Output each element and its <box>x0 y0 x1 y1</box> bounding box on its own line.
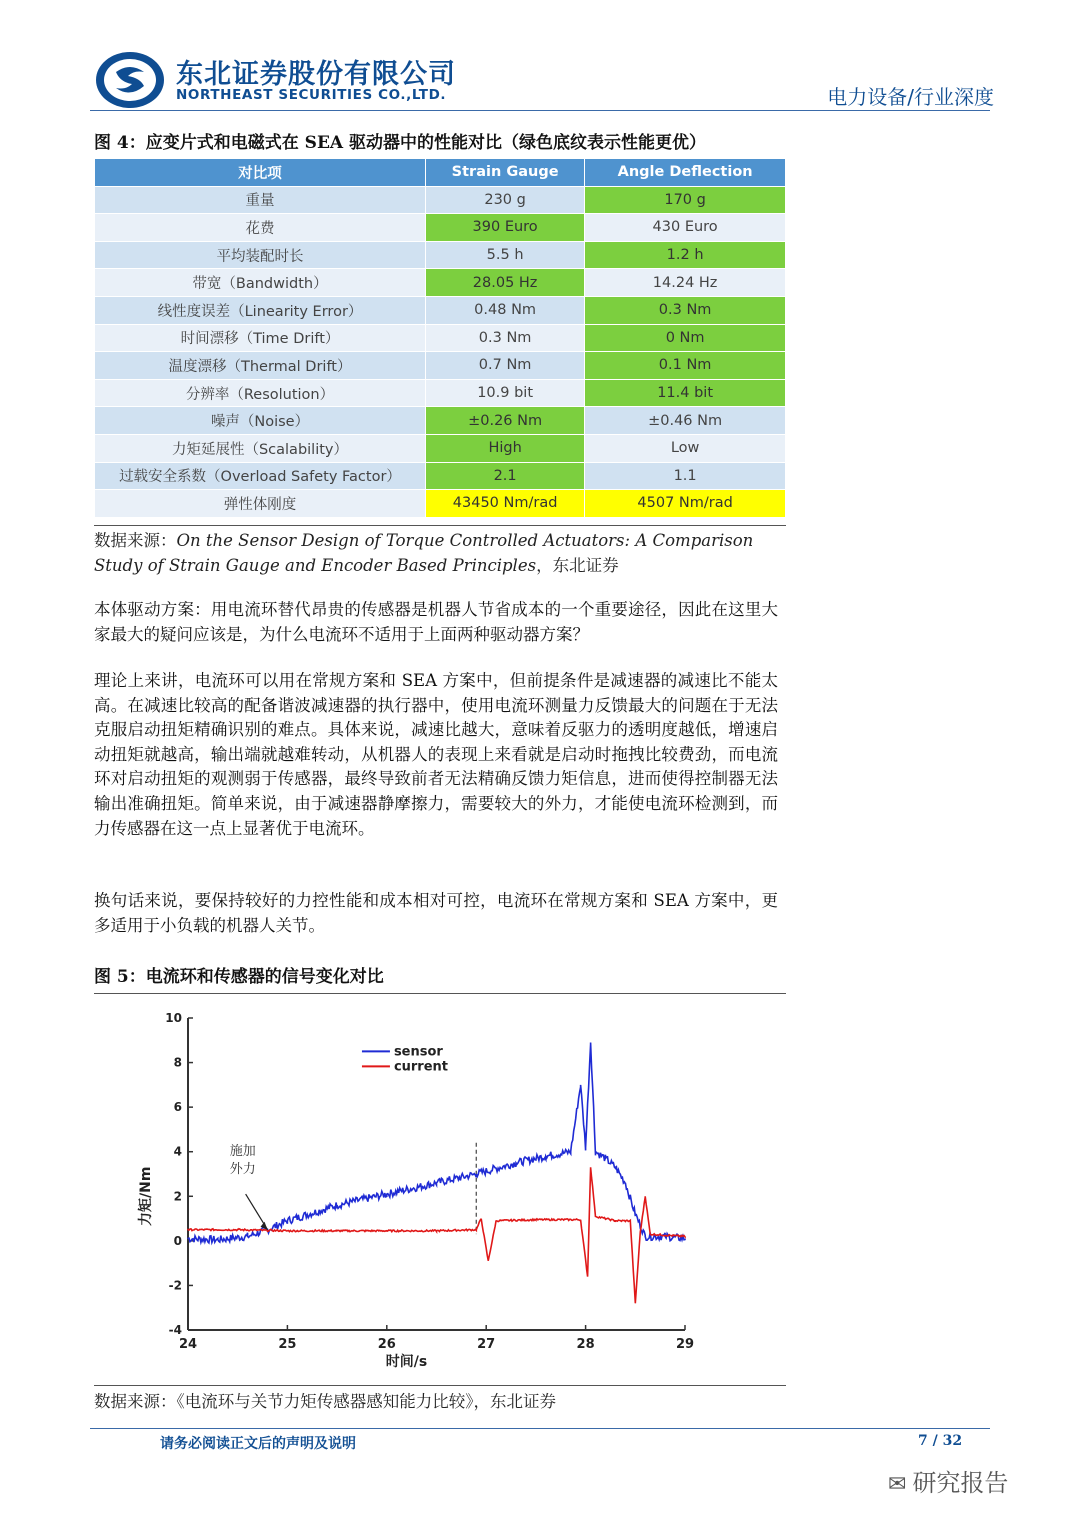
company-name-en: NORTHEAST SECURITIES CO.,LTD. <box>176 87 447 103</box>
table-header-row <box>95 159 786 187</box>
y-tick-label: -4 <box>168 1323 182 1337</box>
annotation-text-line1: 施加 <box>229 1144 256 1160</box>
paragraph-3: 换句话来说，要保持较好的力控性能和成本相对可控，电流环在常规方案和 SEA 方案中，更多适用于小负载的机器人关节。 <box>94 891 778 935</box>
source-title: On the Sensor Design of Torque Controlled Actuators: A Comparison Study of Strain Gauge and Encoder Based Principles <box>94 531 754 575</box>
report-sector: 电力设备/行业深度 <box>827 85 994 109</box>
legend-label-sensor: sensor <box>393 1044 443 1060</box>
strain-gauge-value: 0.7 Nm <box>426 352 585 380</box>
table-row <box>95 379 786 407</box>
x-tick-label: 29 <box>675 1337 695 1352</box>
row-item: 温度漂移（Thermal Drift） <box>95 352 426 380</box>
y-axis-label: 力矩/Nm <box>138 1166 154 1226</box>
figure4-caption: 图 4：应变片式和电磁式在 SEA 驱动器中的性能对比（绿色底纹表示性能更优） <box>94 128 786 160</box>
y-tick-label: 8 <box>173 1055 182 1070</box>
row-item: 线性度误差（Linearity Error） <box>95 296 426 324</box>
table-row <box>95 434 786 462</box>
y-tick-label: 6 <box>173 1100 182 1115</box>
comparison-table <box>94 158 786 518</box>
angle-deflection-value: Low <box>585 434 786 462</box>
signal-chart <box>130 1000 730 1380</box>
legend-label-current: current <box>393 1059 449 1075</box>
watermark <box>888 1463 1008 1498</box>
angle-deflection-value: 430 Euro <box>585 214 786 242</box>
table-row <box>95 269 786 297</box>
table-row <box>95 241 786 269</box>
header-item: 对比项 <box>95 159 426 187</box>
y-tick-label: 10 <box>165 1011 182 1025</box>
source-prefix: 数据来源： <box>94 531 177 550</box>
paragraph-2: 理论上来讲，电流环可以用在常规方案和 SEA 方案中，但前提条件是减速器的减速比不能太高。在减速比较高的配备谐波减速器的执行器中，使用电流环测量力反馈最大的问题在于无法克服启动扭矩精确识别的难点。具体来说，减速比越大，意味着反驱力的透明度越低，增速启动扭矩就越高，输出端就越难转动，从机器人的表现上来看就是启动时拖拽比较费劲，而电流环对启动扭矩的观测弱于传感器，最终导致前者无法精确反馈力矩信息，进而使得控制器无法输出准确扭矩。简单来说，由于减速器静摩擦力，需要较大的外力，才能使电流环检测到，而力传感器在这一点上显著优于电流环。 <box>94 671 778 838</box>
footer-disclaimer: 请务必阅读正文后的声明及说明 <box>160 1436 356 1452</box>
header-angle-deflection: Angle Deflection <box>585 159 786 187</box>
y-tick-label: 0 <box>173 1233 182 1248</box>
row-item: 弹性体刚度 <box>95 490 426 518</box>
figure5-source: 数据来源：《电流环与关节力矩传感器感知能力比较》，东北证券 <box>94 1392 556 1411</box>
page-number: 7 / 32 <box>918 1433 963 1449</box>
table-row <box>95 324 786 352</box>
row-item: 花费 <box>95 214 426 242</box>
row-item: 力矩延展性（Scalability） <box>95 434 426 462</box>
wechat-icon: ✉ <box>888 1472 907 1497</box>
series-line-current <box>188 1167 685 1303</box>
angle-deflection-value: 14.24 Hz <box>585 269 786 297</box>
paragraph-1: 本体驱动方案：用电流环替代昂贵的传感器是机器人节省成本的一个重要途径，因此在这里大家最大的疑问应该是，为什么电流环不适用于上面两种驱动器方案？ <box>94 600 778 644</box>
y-tick-label: 2 <box>173 1189 182 1204</box>
strain-gauge-value: 2.1 <box>426 462 585 490</box>
x-tick-label: 27 <box>477 1337 496 1352</box>
angle-deflection-value: 0 Nm <box>585 324 786 352</box>
strain-gauge-value: ±0.26 Nm <box>426 407 585 435</box>
row-item: 重量 <box>95 186 426 214</box>
table-row <box>95 352 786 380</box>
angle-deflection-value: 4507 Nm/rad <box>585 490 786 518</box>
angle-deflection-value: 1.2 h <box>585 241 786 269</box>
figure5-caption: 图 5：电流环和传感器的信号变化对比 <box>94 962 786 994</box>
table-row <box>95 462 786 490</box>
strain-gauge-value: High <box>426 434 585 462</box>
angle-deflection-value: 1.1 <box>585 462 786 490</box>
angle-deflection-value: 11.4 bit <box>585 379 786 407</box>
source-suffix: ，东北证券 <box>536 556 619 575</box>
table-row <box>95 186 786 214</box>
row-item: 带宽（Bandwidth） <box>95 269 426 297</box>
angle-deflection-value: 0.1 Nm <box>585 352 786 380</box>
x-tick-label: 25 <box>278 1337 297 1352</box>
angle-deflection-value: 0.3 Nm <box>585 296 786 324</box>
strain-gauge-value: 0.48 Nm <box>426 296 585 324</box>
row-item: 时间漂移（Time Drift） <box>95 324 426 352</box>
company-name-cn: 东北证券股份有限公司 <box>176 59 456 90</box>
chart-bottom-rule <box>94 1385 786 1386</box>
strain-gauge-value: 230 g <box>426 186 585 214</box>
table-row <box>95 407 786 435</box>
company-logo <box>94 50 166 110</box>
watermark-text: 研究报告 <box>912 1469 1009 1497</box>
table-row <box>95 296 786 324</box>
row-item: 过载安全系数（Overload Safety Factor） <box>95 462 426 490</box>
x-tick-label: 26 <box>377 1337 396 1352</box>
row-item: 平均装配时长 <box>95 241 426 269</box>
header-strain-gauge: Strain Gauge <box>426 159 585 187</box>
strain-gauge-value: 5.5 h <box>426 241 585 269</box>
row-item: 分辨率（Resolution） <box>95 379 426 407</box>
y-tick-label: 4 <box>173 1144 182 1159</box>
header-divider <box>90 110 990 111</box>
y-tick-label: -2 <box>168 1278 182 1293</box>
table-row <box>95 490 786 518</box>
table-body <box>95 186 786 517</box>
angle-deflection-value: ±0.46 Nm <box>585 407 786 435</box>
strain-gauge-value: 390 Euro <box>426 214 585 242</box>
strain-gauge-value: 10.9 bit <box>426 379 585 407</box>
strain-gauge-value: 28.05 Hz <box>426 269 585 297</box>
figure4-source <box>94 528 794 578</box>
table-bottom-rule <box>94 525 786 526</box>
footer-divider <box>90 1428 990 1429</box>
strain-gauge-value: 43450 Nm/rad <box>426 490 585 518</box>
strain-gauge-value: 0.3 Nm <box>426 324 585 352</box>
annotation-text-line2: 外力 <box>229 1162 256 1178</box>
x-axis-label: 时间/s <box>385 1354 428 1370</box>
table-row <box>95 214 786 242</box>
x-tick-label: 24 <box>178 1337 198 1352</box>
angle-deflection-value: 170 g <box>585 186 786 214</box>
row-item: 噪声（Noise） <box>95 407 426 435</box>
x-tick-label: 28 <box>576 1337 595 1352</box>
